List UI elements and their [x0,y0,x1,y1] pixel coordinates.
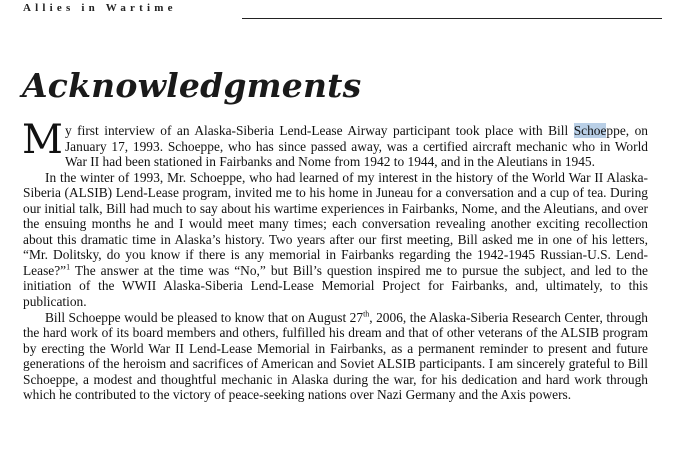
paragraph-3-text-b: , 2006, the Alaska-Siberia Research Center, through the hard work of its board members and others, fulfilled his dream and that of other veterans of the ALSIB program by erecting the World War II Lend-Lease Memorial in Fairbanks, as a permanent reminder to present and future generations of the heroism and sacrifices of American and Soviet ALSIB participants. I am sincerely grateful to Bill Schoeppe, a modest and thoughtful mechanic in Alaska during the war, for his dedication and hard work through which he contributed to the victory of peace-seeking nations over Nazi Germany and the Axis powers. [23,309,648,403]
footnote-marker[interactable]: 1 [66,262,71,272]
paragraph-1-text-b: ppe, on January 17, 1993. Schoeppe, who has since passed away, was a certified aircraft mechanic who in World War II had been stationed in Fairbanks and Nome from 1942 to 1944, and in the Aleutians in 1945. [64,123,648,170]
ordinal-suffix: th [363,309,370,319]
paragraph-3-text-a: Bill Schoeppe would be pleased to know that on August 27 [45,309,364,325]
paragraph-2 [23,170,648,310]
paragraph-2-text-a: In the winter of 1993, Mr. Schoeppe, who had learned of my interest in the history of the World War II Alaska-Siberia (ALSIB) Lend-Lease program, invited me to his home in Juneau for a conversation and a cup of tea. During our initial talk, Bill had much to say about his wartime experiences in Fairbanks, Nome, and the Aleutians, and over the ensuing months he and I would meet many times; each conversation revealing another exciting recollection about this dramatic time in Alaska’s history. Two years after our first meeting, Bill asked me in one of his letters, “Mr. Dolitsky, do you know if there is any memorial in Fairbanks regarding the 1942-1945 Russian-U.S. Lend-Lease?” [23,169,648,278]
page-title: Acknowledgments [22,66,362,105]
drop-cap: M [22,117,63,163]
header-rule [242,18,662,19]
paragraph-3 [23,310,648,403]
running-header: Allies in Wartime [23,2,177,14]
paragraph-1-text-a: y first interview of an Alaska-Siberia Lend-Lease Airway participant took place with Bill [64,123,574,138]
text-selection-highlight[interactable]: Schoe [573,123,607,138]
paragraph-1 [22,117,648,170]
paragraph-2-text-b: The answer at the time was “No,” but Bill’s question inspired me to pursue the subject, and led to the initiation of the WWII Alaska-Siberia Lend-Lease Memorial Project for Fairbanks, and, ultimately, to this publication. [23,262,648,310]
body-text [22,117,648,403]
